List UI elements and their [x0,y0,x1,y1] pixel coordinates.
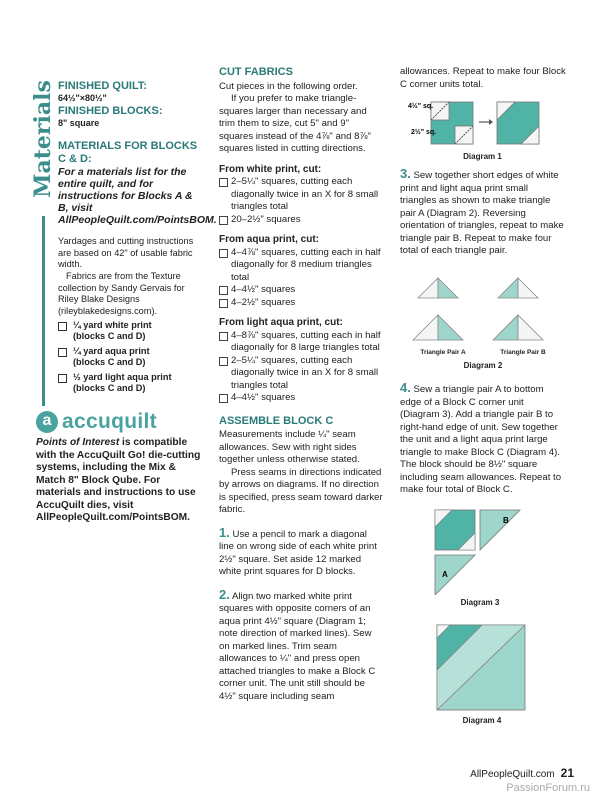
finished-quilt-label: FINISHED QUILT: [58,80,148,92]
assemble-intro: Measurements include ¼" seam allowances. Sew with right sides together unless otherwise stated. [219,429,360,465]
diagram-1 [405,98,560,150]
diagram-4 [432,620,532,712]
checkbox[interactable] [219,178,228,187]
cut-item[interactable]: 2–5¼" squares, cutting each diagonally twice in an X for 8 small triangles total [219,176,384,214]
cut-fabrics-heading: CUT FABRICS [219,66,293,78]
cut-item[interactable]: 20–2½" squares [219,214,384,227]
sidebar-title: Materials [30,80,56,198]
step-2: 2. Align two marked white print squares with opposite corners of an aqua print 4½" square (Diagram 1; note direction of marked lines). Sew on marked lines. Trim seam allowances to ¼" and press open attached triangles to make a Block C corner unit. The unit still should be 4½" square including seam [219,586,376,702]
step-4: 4. Sew a triangle pair A to bottom edge of a Block C corner unit (Diagram 3). Add a triangle pair B to right-hand edge of unit. Sew together the unit and a light aqua print large triangle to make Block C (Diagram 4). The block should be 8½" square including seam allowances. Repeat to make four total of Block C. [400,380,562,495]
sidebar-divider [42,216,45,406]
diagram-2-caption: Diagram 2 [463,361,503,370]
checkbox[interactable] [219,394,228,403]
cut-group-title: From light aqua print, cut: [219,317,343,328]
checkbox[interactable] [219,299,228,308]
assemble-intro-2: Press seams in directions indicated by arrows on diagrams. If no direction is specified, press seam toward darker fabric. [219,466,383,515]
checklist-item[interactable]: ½ yard light aqua print (blocks C and D) [58,372,203,394]
checkbox[interactable] [219,357,228,366]
cut-group-title: From aqua print, cut: [219,234,319,245]
cut-item[interactable]: 4–2½" squares [219,297,384,310]
checkbox[interactable] [219,286,228,295]
finished-blocks [58,105,208,129]
label-b: B [503,516,509,525]
diagram-1-caption: Diagram 1 [463,152,502,161]
pair-a-label: Triangle Pair A [420,349,466,356]
materials-checklist [58,320,203,398]
checkbox[interactable] [58,374,67,383]
accuquilt-wordmark: accuquilt [62,410,157,433]
cut-item[interactable]: 4–4½" squares [219,392,384,405]
checkbox[interactable] [58,322,67,331]
cut-intro: Cut pieces in the following order. [219,80,358,92]
materials-block [58,140,217,226]
checkbox[interactable] [219,249,228,258]
diagram-3-caption: Diagram 3 [460,598,500,607]
accuquilt-logo-icon: a [36,411,58,433]
cut-item[interactable]: 4–4⅞" squares, cutting each in half diagonally for 8 medium triangles total [219,247,384,285]
finished-quilt [58,80,208,104]
checkbox[interactable] [58,348,67,357]
cut-item[interactable]: 2–5¼" squares, cutting each diagonally twice in an X for 8 small triangles total [219,355,384,393]
checkbox[interactable] [219,332,228,341]
accuquilt-logo [36,410,157,434]
checklist-item[interactable]: ¼ yard white print (blocks C and D) [58,320,203,342]
assemble-heading: ASSEMBLE BLOCK C [219,414,334,427]
checkbox[interactable] [219,216,228,225]
label-a: A [442,570,448,579]
finished-quilt-value: 64½"×80½" [58,93,107,103]
watermark: PassionForum.ru [506,782,590,794]
cut-group-title: From white print, cut: [219,163,322,175]
cut-fabrics-section [219,66,384,703]
footer-site[interactable]: AllPeopleQuilt.com [470,769,555,780]
checklist-item[interactable]: ¼ yard aqua print (blocks C and D) [58,346,203,368]
step-2-continued: allowances. Repeat to make four Block C corner units total. [400,66,566,90]
d1-label-small: 2½" sq. [411,129,437,136]
cut-intro-2: If you prefer to make triangle-squares larger than necessary and trim them to size, cut 5" and 9" squares instead of the 4⅞" and 8⅞" squares listed in cutting directions. [219,93,371,154]
fabric-note: Fabrics are from the Texture collection by Sandy Gervais for Riley Blake Designs (rileyblakedesigns.com). [58,271,185,316]
pair-b-label: Triangle Pair B [500,349,546,356]
materials-note: For a materials list for the entire quilt, and for instructions for Blocks A & B, visit AllPeopleQuilt.com/PointsBOM. [58,166,217,226]
yardage-note: Yardages and cutting instructions are based on 42" of usable fabric width. [58,236,194,269]
page-footer [470,766,574,780]
d1-label-big: 4½" sq. [408,103,434,110]
diagram-4-caption: Diagram 4 [462,716,502,725]
diagram-2 [408,268,558,348]
step-3: 3. Sew together short edges of white print and light aqua print small triangles as shown to make triangle pair A (Diagram 2). Reversing orientation of triangles, repeat to make triangle pair B. Repeat to make four total of each triangle pair. [400,166,564,256]
cut-item[interactable]: 4–4½" squares [219,284,384,297]
accuquilt-text: Points of Interest is compatible with the AccuQuilt Go! die-cutting systems, including the Mix & Match 8" Block Qube. For materials and instructions to use AccuQuilt dies, visit AllPeopleQuilt.com/PointsBOM. [36,437,201,523]
page-number: 21 [560,766,574,780]
materials-heading: MATERIALS FOR BLOCKS C & D: [58,140,198,165]
diagram-3 [430,505,530,595]
cut-item[interactable]: 4–8⅞" squares, cutting each in half diagonally for 8 large triangles total [219,330,384,355]
finished-blocks-value: 8" square [58,118,100,128]
step-1: 1. Use a pencil to mark a diagonal line on wrong side of each white print 2½" square. Set aside 12 marked white print squares for D blocks. [219,524,377,577]
finished-blocks-label: FINISHED BLOCKS: [58,105,163,117]
